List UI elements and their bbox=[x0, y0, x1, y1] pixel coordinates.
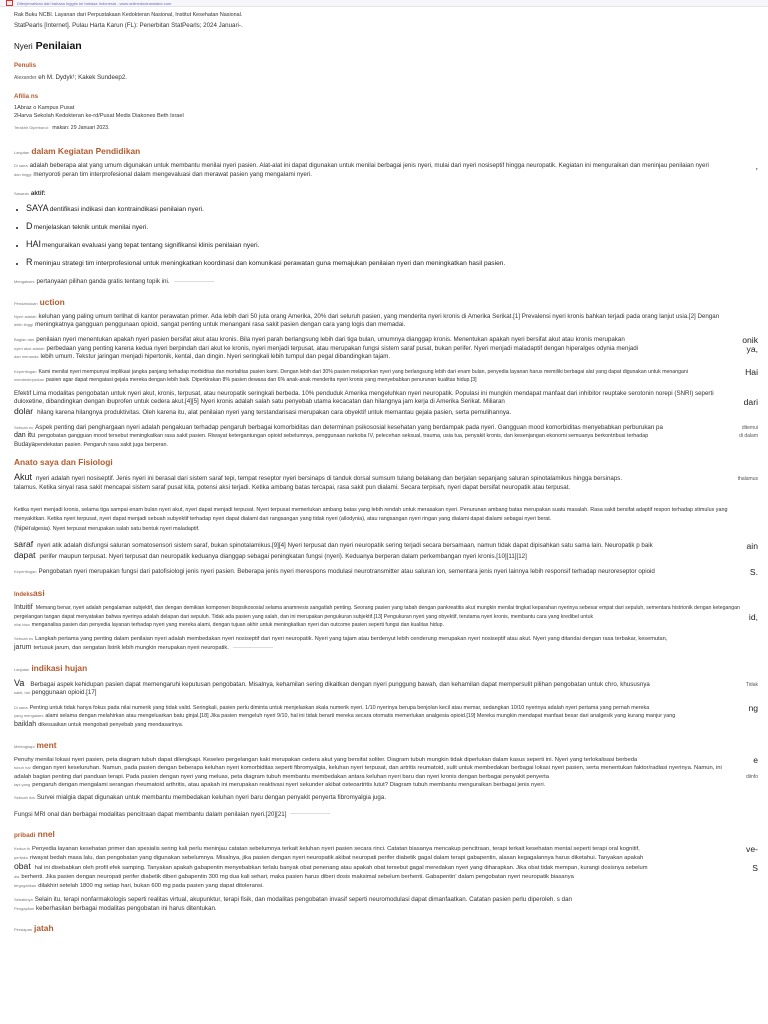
anatomy-p2c-lead: (hiper bbox=[14, 525, 31, 533]
indications-p1c-prefix: nilai bisa bbox=[14, 622, 30, 628]
contra-p1-side: Tidak bbox=[745, 681, 758, 688]
affiliations-label bbox=[14, 93, 758, 100]
anatomy-p2: Ketika nyeri menjadi kronis, selama tiga sampai enam bulan nyeri akut, nyeri dapat menjadi terpusat. Nyeri terpusat memerlukan ambang batas yang lebih rendah untuk merasakan nyeri. Penurunan ambang batas merupakan suatu masalah. Rasa sakit bersifat adaptif respon terhadap stimulus yang menyakitkan. Ketika nyeri terpusat, nyeri dapat menjadi sebuah subyektif terhadap nyeri dapat dialami dari rangsangan yang tidak nyeri (allodynia), atau rangsangan nyeri ringan yang dialami dapat dialami sebagai nyeri berat. bbox=[14, 507, 728, 523]
access-questions bbox=[14, 278, 758, 287]
section-heading-personnel-title: nnel bbox=[37, 829, 55, 840]
last-updated bbox=[14, 124, 758, 133]
intro-paragraph-1 bbox=[14, 313, 758, 330]
equipment-p1c-prefix: tapi yang bbox=[14, 782, 31, 788]
section-heading-introduction bbox=[14, 297, 758, 307]
intro-p1-prefix: Nyeri adalah bbox=[14, 313, 37, 319]
personnel-p1d-prefix: dia bbox=[14, 873, 20, 879]
personnel-p2-prefix: Sebaiknya bbox=[14, 897, 33, 903]
personnel-p1e-prefix: tergugahkan bbox=[14, 882, 37, 888]
personnel-p1d: berhenti. Jika pasien dengan neuropati perifer diabetik diberi gabapentin 300 mg dua kali sehari, maka pasien harus diberi dosis maksimal sebelum berhenti. Gabapentin' dalam pengobatan nyeri neuropatik biasanya bbox=[21, 873, 574, 880]
section-heading-ce bbox=[14, 146, 758, 156]
intro-p5c: pendekatan pasien. Pengaruh rasa sakit juga bbox=[35, 441, 144, 448]
intro-p3-prefix: Kepentingan bbox=[14, 368, 37, 374]
citation-line-1: Rak Buku NCBI. Layanan dari Perpustakaan Kedokteran Nasional, Institut Kesehatan Nasional. bbox=[14, 12, 243, 18]
page-title-prefix: Nyeri bbox=[14, 42, 33, 52]
last-updated-date: makan: 29 Januari 2023. bbox=[52, 124, 110, 131]
indications-paragraph-1 bbox=[14, 604, 758, 629]
personnel-p2b: keberhasilan berbagai modalitas pengobatan ini harus ditentukan. bbox=[36, 904, 217, 912]
section-heading-anatomy: Anato saya dan Fisiologi bbox=[14, 457, 113, 468]
document-page bbox=[14, 8, 758, 933]
anatomy-p3b-lead: dapat bbox=[14, 550, 36, 561]
anatomy-p1-lead: Akut bbox=[14, 472, 33, 483]
personnel-p1-prefix: Kedua th bbox=[14, 846, 31, 852]
anatomy-p1b: talamus. Ketika sinyal rasa sakit mencapai sistem saraf pusat kita, potensi aksi terjadi. Ketika ambang batas tercapai, rasa sakit pun dialami. Secara terpisah, nyeri dapat bersifat neuropatik atau terpusat. bbox=[14, 483, 571, 491]
intro-p5b-lead: dan itu bbox=[14, 432, 36, 440]
page-title-main: Penilaian bbox=[35, 40, 82, 53]
intro-p2c-prefix: dan menanda bbox=[14, 354, 39, 360]
equipment-p3: Fungsi MRI onal dan berbagai modalitas pencitraan dapat membantu dalam penilaian nyeri.[20][21] bbox=[14, 810, 287, 818]
intro-p5c-tail: berperan. bbox=[144, 441, 169, 448]
authors-prefix: Alexander bbox=[14, 75, 37, 82]
contra-p2: Penting untuk tidak hanya fokus pada nilai numerik yang tidak valid. Seringkali, pasien perlu diminta untuk menjelaskan skala numerik nyeri. 1/10 nyerinya berupa benjolan kecil atau memar, sedangkan 10/10 nyerinya adalah nyeri pertama yang pernah mereka bbox=[29, 704, 650, 711]
intro-p3b-prefix: mendeskripsikan bbox=[14, 376, 45, 382]
intro-p5b-side: di dalam bbox=[739, 433, 758, 440]
section-heading-introduction-title: uction bbox=[39, 296, 65, 307]
personnel-p1c: hal ini disebabkan oleh profil efek samping. Tanyakan apakah gabapentin menyebabkan terlalu banyak obat penenang atau apakah obat tersebut gagal meredakan nyeri yang diharapkan. Jika obat tidak mempan, kurangi dosisnya sebelum bbox=[34, 865, 648, 872]
section-heading-preparation-prefix: Persiapan bbox=[14, 927, 33, 933]
affiliations-label-b: ns bbox=[30, 92, 39, 100]
access-questions-link[interactable]: pertanyaan pilihan ganda gratis tentang topik ini. bbox=[36, 278, 170, 286]
indications-p2-prefix: Sebuah es bbox=[14, 636, 34, 642]
intro-paragraph-5 bbox=[14, 424, 758, 450]
equipment-p1: Penuhy menilai lokasi nyeri pasien, peta diagram tubuh dapat dilengkapi. Keseleo pergelangan kaki merupakan cedera akut yang bersifat soliter. Diagram tubuh mungkin tidak diperlukan dalam kasus seperti ini. Nyeri yang terlokalisasi berbeda bbox=[14, 756, 638, 763]
affiliation-2: 2Harva Sekolah Kedokteran ke-rd/Pusat Medis Diakones Beth Israel bbox=[14, 112, 184, 119]
equipment-p2-prefix: Sebuah ilus bbox=[14, 795, 35, 800]
indications-p1: Memang benar, nyeri adalah pengalaman subjektif, dan dengan demikian komponen biopsikososial selama anamnesis sangatlah penting. Seorang pasien yang tabah dengan pankreatitis akut mungkin menilai tingkat keparahan nyerinya sebesar empat dari sepuluh, sementara histrionik dengan ketegangan pergelangan tangan dapat menyatakan bahwa nyerinya adalah delapan dari sepuluh. Tidak ada pasien yang salah, dan ini merupakan pengukuran subjektif.[13] Pengukuran nyeri yang obyektif, terutama nyeri kronis, membantu cara yang kredibel untuk bbox=[14, 605, 740, 620]
section-heading-indications bbox=[14, 588, 758, 598]
anatomy-paragraph-2 bbox=[14, 506, 758, 534]
objective-item-lead: D bbox=[26, 221, 33, 232]
affiliations-label-a: Afilia bbox=[14, 92, 30, 100]
indications-p1c: menganalisa pasien dan penyedia layanan terhadap nyeri yang mereka alami, dengan tujuan akhir untuk meningkatkan nyeri dan outcome pasien seperti fungsi dan kualitas hidup. bbox=[31, 622, 444, 629]
ce-p2-prefix: dan tinggi bbox=[14, 171, 32, 177]
anatomy-p3-lead: saraf bbox=[14, 539, 34, 550]
indications-p2b: tertusuk jarum, dan sengatan listrik lebih mungkin merupakan nyeri neuropatik. bbox=[33, 645, 229, 652]
contra-p1b-prefix: sakit, hal bbox=[14, 690, 30, 696]
objective-item bbox=[26, 236, 758, 254]
anatomy-p3-side: ain bbox=[746, 541, 758, 552]
indications-p1-side: id, bbox=[748, 611, 758, 622]
anatomy-paragraph-4 bbox=[14, 568, 758, 577]
equipment-p1-side: e bbox=[753, 754, 758, 765]
authors-names[interactable]: eh M. Dydyk¹; Kakek Sundeep2. bbox=[38, 74, 127, 82]
intro-p5b: pengobatan gangguan mood tersebut meningkatkan rasa sakit pasien. Riwayat ketergantungan opioid sebelumnya, penggunaan narkoba IV, pelecehan seksual, trauma, usia tua, penyakit kronis, dan kesenjangan ekonomi semuanya berkontribusi terhadap bbox=[38, 433, 649, 440]
authors-label: Penulis bbox=[14, 62, 37, 70]
anatomy-p1: nyeri adalah nyeri nosiseptif. Jenis nyeri ini berasal dari sistem saraf tepi, tempat reseptor nyeri bersinaps di tanduk dorsal sumsum tulang belakang dan berjalan sepanjang saluran spinotalamikus hingga bersinaps. bbox=[36, 475, 623, 483]
page-title bbox=[14, 40, 758, 52]
intro-p3: Kami menilai nyeri mempunyai implikasi jangka panjang terhadap morbiditas dan mortalitas pasien kami. Dengan lebih dari 30% pasien melaporkan nyeri yang berlangsung lebih dari enam bulan, penyedia layanan harus memiliki berbagai alat yang dapat digunakan untuk menangani bbox=[38, 368, 688, 375]
intro-p2-side: onik bbox=[742, 334, 758, 345]
citation-line-2: StatPearls [Internet]. Pulau Harta Karun (FL): Penerbitan StatPearls; 2024 Januari-. bbox=[14, 21, 243, 29]
anatomy-p3b: perifer maupun terpusat. Nyeri terpusat dan neuropatik keduanya dianggap sebagai peningkatan fungsi (nyeri). Keduanya berperan dalam perkembangan nyeri kronis.[10][11][12] bbox=[39, 553, 527, 561]
indications-paragraph-2 bbox=[14, 635, 758, 652]
contra-p1: Berbagai aspek kehidupan pasien dapat memengaruhi keputusan pengobatan. Misalnya, kehamilan sering dikaitkan dengan nyeri punggung bawah, dan kehamilan dapat mempersulit pilihan pengobatan untuk chro, khususnya bbox=[30, 680, 650, 688]
section-heading-contraindications-prefix: Lanjutan bbox=[14, 666, 30, 672]
authors bbox=[14, 74, 758, 83]
intro-p2b: perbedaan yang penting karena kedua nyeri berpindah dari akut ke kronis, nyeri menjadi terpusat, atau merupakan fungsi sistem saraf pusat, bukan perifer. Nyeri menjadi maladaptif dengan hiperalges odynia menjadi bbox=[46, 344, 639, 352]
intro-p2c: lebih umum. Tekstur jaringan menjadi hipertonik, kental, dan dingin. Nyeri seringkali lebih tumpul dan pegal dibandingkan tajam. bbox=[40, 353, 391, 361]
equipment-p1c: pengaruh dengan mengalami serangan rheumatoid arthritis, atau apakah ini merupakan reaktivasi nyeri sekunder akibat osteoartritis lutut? Diagram tubuh membantu menguraikan berbagai jenis nyeri. bbox=[32, 782, 546, 789]
ce-p2: menyoroti peran tim interprofesional dalam mengevaluasi dan merawat pasien yang mengalami nyeri. bbox=[33, 170, 312, 178]
contra-p2b: alami selama dengan melahirkan atau mengeluarkan batu ginjal.[18] Jika pasien mengeluh nyeri 9/10, hal ini tidak berarti mereka secara otomatis memerlukan analgesia opioid.[19] Mereka mungkin mendapat manfaat besar dari analgesik yang kurang manjur yang bbox=[45, 713, 676, 720]
objectives-list bbox=[14, 200, 758, 272]
section-heading-ce-title: dalam Kegiatan Pendidikan bbox=[31, 146, 141, 157]
equipment-paragraph-1 bbox=[14, 756, 758, 790]
intro-p5-prefix: Sebuah ex bbox=[14, 424, 34, 430]
objective-item-text: menguraikan evaluasi yang tepat tentang signifikansi klinis penilaian nyeri. bbox=[42, 242, 260, 250]
intro-p2b-prefix: nyeri akut adalah bbox=[14, 345, 45, 351]
objective-item-lead: R bbox=[26, 257, 33, 268]
section-heading-equipment bbox=[14, 740, 758, 750]
objectives-prefix: Sasaran bbox=[14, 190, 29, 196]
affiliation-1: 1Abraz o Kampus Pusat bbox=[14, 104, 75, 111]
intro-p3b: pasien agar dapat mengatasi gejala mereka dengan lebih baik. Diperkirakan 8% pasien dewasa dan 6% anak-anak menderita nyeri kronis yang menyebabkan penurunan kualitas hidup.[3] bbox=[46, 376, 477, 383]
intro-p3-side: Hai bbox=[745, 366, 758, 377]
intro-paragraph-4 bbox=[14, 390, 758, 418]
anatomy-p4: Pengobatan nyeri merupakan fungsi dari patofisiologi jenis nyeri pasien. Beberapa jenis nyeri merespons modulasi neurotransmitter atau saluran ion, sementara jenis nyeri lainnya lebih responsif terhadap neuroreseptor opioid bbox=[38, 567, 655, 575]
anatomy-p4-side: S. bbox=[749, 566, 758, 577]
section-heading-personnel-prefix: pribadi bbox=[14, 832, 36, 840]
intro-p4b-lead: dolar bbox=[14, 405, 34, 416]
personnel-p1b-prefix: perilaku bbox=[14, 854, 29, 860]
anatomy-paragraph-3 bbox=[14, 540, 758, 561]
translation-banner-text[interactable]: Diterjemahkan dari bahasa Inggris ke bahasa Indonesia - www.onlinedoctranslator.com bbox=[17, 0, 172, 6]
contra-paragraph-2 bbox=[14, 704, 758, 730]
objective-item-text: dentifikasi indikasi dan kontraindikasi penilaian nyeri. bbox=[49, 206, 204, 214]
contra-p2-prefix: Di sana bbox=[14, 704, 28, 710]
contra-paragraph-1 bbox=[14, 679, 758, 698]
intro-p4: Efektif Lima modalitas pengobatan untuk nyeri akut, kronis, terpusat, atau neuropatik seringkali berbeda. 10% penduduk Amerika mengeluhkan nyeri neuropatik. Populasi ini mungkin mendapat manfaat dari inhibitor reuptake serotonin norepi (SNRI) seperti duloxetine, dibandingkan dengan ibuprofen untuk cedera akut.[4][5] Nyeri kronis adalah salah satu penyebab utama kecacatan dan hilangnya jam kerja di Amerika Serikat. Miliaran bbox=[14, 389, 714, 406]
personnel-paragraph-2 bbox=[14, 896, 758, 913]
personnel-p2: Selain itu, terapi nonfarmakologis seperti realitas virtual, akupunktur, terapi fisik, dan modalitas pengobatan invasif seperti neuromodulasi dapat dimanfaatkan. Catatan pasien perlu diperoleh. s dan bbox=[34, 896, 572, 904]
objective-item-text: meninjau strategi tim interprofesional untuk meningkatkan koordinasi dan komunikasi perawatan guna memajukan penilaian nyeri dan meningkatkan hasil pasien. bbox=[33, 260, 506, 268]
section-heading-preparation-title: jatah bbox=[34, 923, 54, 934]
intro-p5c-lead: Budaya bbox=[14, 440, 35, 448]
pdf-icon: □ bbox=[6, 0, 13, 6]
section-heading-equipment-title: ment bbox=[36, 739, 57, 750]
intro-p4-side: dari bbox=[743, 397, 758, 408]
personnel-p1e: dilakhiri setelah 1800 mg setiap hari, bukan 600 mg pada pasien yang dapat ditoleransi. bbox=[38, 882, 264, 889]
anatomy-p3: nyeri atik adalah disfungsi saluran somatosensori sistem saraf, bukan spinotalamikus.[9][4] Nyeri terpusat dan nyeri neuropatik sering terjadi secara bersamaan, namun tidak dapat dipisahkan satu sama lain. Neuropatik p baik bbox=[37, 542, 653, 550]
intro-p5: Aspek penting dari penghargaan nyeri adalah pengakuan terhadap pengaruh berbagai komorbiditas dan determinan psikososial kesehatan yang berdampak pada nyeri. Gangguan mood komorbiditas menyebabkan perburukan pa bbox=[35, 423, 663, 431]
personnel-p1c-side: S bbox=[752, 863, 758, 874]
personnel-p1-side: ve- bbox=[746, 844, 758, 855]
access-prefix: Mengakses bbox=[14, 279, 35, 285]
section-heading-preparation bbox=[14, 923, 758, 933]
divider bbox=[233, 647, 273, 648]
equipment-p1b: dengan nyeri keseluruhan. Namun, pada pasien dengan beberapa keluhan nyeri komorbiditas seperti fibromyalgia, keluhan nyeri terpusat, dan artritis reumatoid, sulit untuk membedakan berbagai lokasi nyeri pasien, serta menentukan faktor/radiasi nyerinya. Namun, ini adalah bagian penting dari panduan terapi. Pada pasien dengan nyeri yang meluas, peta diagram tubuh membantu membedakan antara keluhan nyeri baru dan nyeri kronis dengan berbagai penyakit penyerta bbox=[14, 765, 722, 780]
intro-paragraph-2 bbox=[14, 336, 758, 362]
section-heading-ce-prefix: Lanjutan bbox=[14, 150, 30, 156]
indications-p1-lead: Intuitif bbox=[14, 604, 33, 612]
equipment-paragraph-3 bbox=[14, 811, 758, 820]
intro-p2b-side: ya, bbox=[746, 343, 758, 354]
last-updated-prefix: Terakhir Diperbarui: bbox=[14, 124, 49, 130]
anatomy-paragraph-1 bbox=[14, 473, 758, 492]
intro-p1: keluhan yang paling umum terlihat di kantor perawatan primer. Ada lebih dari 50 juta orang Amerika, 20% dari seluruh pasien, yang menderita nyeri kronis di Amerika Serikat.[1] Prevalensi nyeri kronis bahkan terjadi pada orang lanjut usia.[2] Dengan bbox=[38, 312, 720, 320]
personnel-p1b: riwayat bedah masa lalu, dan pengobatan yang digunakan sebelumnya. Misalnya, jika pasien dengan nyeri neuropatik akibat neuropati perifer diabetik gagal dalam terapi gabapentin, alasan kegagalannya harus diketahui. Tanyakan apakah bbox=[30, 854, 644, 861]
section-heading-indications-prefix: Indeks bbox=[14, 592, 34, 599]
contra-p2c: dikesuaikan untuk mengobati penyebab yang mendasarinya. bbox=[38, 722, 184, 729]
personnel-p1c-lead: obat bbox=[14, 861, 31, 872]
ce-p1: adalah beberapa alat yang umum digunakan untuk membantu menilai nyeri pasien. Alat-alat ini dapat digunakan untuk menilai berbagai jenis nyeri, mulai dari nyeri nosiseptif hingga neuropatik. Kegiatan ini menguraikan dan meninjau penilaian nyeri bbox=[29, 162, 709, 170]
contra-p2c-lead: baiklah bbox=[14, 721, 37, 729]
indications-p2b-lead: jarum bbox=[14, 644, 32, 652]
objective-item bbox=[26, 200, 758, 218]
section-heading-introduction-prefix: Pendahuluan bbox=[14, 300, 38, 306]
objectives-label: aktif: bbox=[30, 189, 46, 197]
ce-paragraph bbox=[14, 162, 758, 179]
divider bbox=[290, 813, 330, 814]
intro-p4b: hilang karena hilangnya produktivitas. Oleh karena itu, alat penilaian nyeri yang terstandarisasi merupakan cara obyektif untuk memantau gejala pasien, serta pemulihannya. bbox=[37, 408, 512, 416]
anatomy-p4-prefix: Kepentingan bbox=[14, 568, 37, 574]
objectives-heading bbox=[14, 190, 758, 199]
ce-p1-prefix: Di sana bbox=[14, 163, 28, 169]
contra-p1b: penggunaan opioid.[17] bbox=[31, 689, 97, 697]
translation-banner bbox=[0, 0, 768, 7]
objective-item bbox=[26, 218, 758, 236]
objective-item-lead: HAI bbox=[26, 239, 42, 250]
anatomy-p1-side: thalamus bbox=[737, 476, 758, 483]
intro-p5-side: ditemui bbox=[741, 424, 758, 431]
section-heading-contraindications bbox=[14, 663, 758, 673]
section-heading-equipment-prefix: Melengkapi bbox=[14, 743, 35, 749]
intro-p1b: meningkatnya gangguan penggunaan opioid, sangat penting untuk menangani rasa sakit pasien dengan cara yang logis dan memadai. bbox=[35, 321, 406, 329]
contra-p2-side: ng bbox=[748, 702, 758, 713]
objective-item bbox=[26, 254, 758, 272]
indications-p2: Langkah pertama yang penting dalam penilaian nyeri adalah membedakan nyeri nosiseptif dari nyeri neuropatik. Nyeri yang tajam atau berdenyut lebih cenderung merupakan nyeri nosiseptif atau akut. Nyeri yang ditandai dengan rasa terbakar, kesemutan, bbox=[35, 636, 668, 643]
personnel-paragraph-1 bbox=[14, 845, 758, 890]
section-heading-indications-title: asi bbox=[33, 588, 45, 599]
intro-paragraph-3 bbox=[14, 368, 758, 384]
intro-p2: penilaian nyeri menentukan apakah nyeri pasien bersifat akut atau kronis. Bila nyeri parah berlangsung lebih dari tiga bulan, umumnya dianggap kronis. Menentukan apakah nyeri bersifat akut atau kronis merupakan bbox=[36, 335, 625, 343]
equipment-p1b-prefix: tubuh hal bbox=[14, 765, 31, 771]
objective-item-text: menjelaskan teknik untuk menilai nyeri. bbox=[33, 224, 149, 232]
equipment-p1b-side: diinfo bbox=[746, 773, 758, 780]
intro-p1b-prefix: lebih tinggi bbox=[14, 322, 34, 328]
contra-p1-lead: Va bbox=[14, 677, 25, 688]
intro-p2-prefix: Bagian dari bbox=[14, 336, 35, 342]
divider bbox=[174, 281, 214, 282]
objective-item-lead: SAYA bbox=[26, 203, 49, 214]
anatomy-p2c: algesia). Nyeri terpusat merupakan salah satu bentuk nyeri maladaptif. bbox=[30, 526, 200, 533]
section-heading-contraindications-title: indikasi hujan bbox=[31, 662, 88, 673]
contra-p2b-prefix: yang mengalami bbox=[14, 713, 44, 719]
ce-side-mark: , bbox=[755, 161, 758, 172]
equipment-paragraph-2 bbox=[14, 794, 758, 803]
equipment-p2: Survei mialgia dapat digunakan untuk membantu membedakan keluhan nyeri baru dengan penyakit penyerta fibromyalgia juga. bbox=[36, 794, 387, 801]
personnel-p2b-prefix: Pengaplian bbox=[14, 905, 35, 911]
personnel-p1: Penyedia layanan kesehatan primer dan spesialis sering kali perlu meninjau catatan sebelumnya terkait keluhan nyeri pasien secara rinci. Catatan biasanya mencakup pencitraan, terapi terkait kesehatan mental seperti terapi oral kognitif, bbox=[32, 846, 640, 853]
section-heading-personnel bbox=[14, 829, 758, 839]
